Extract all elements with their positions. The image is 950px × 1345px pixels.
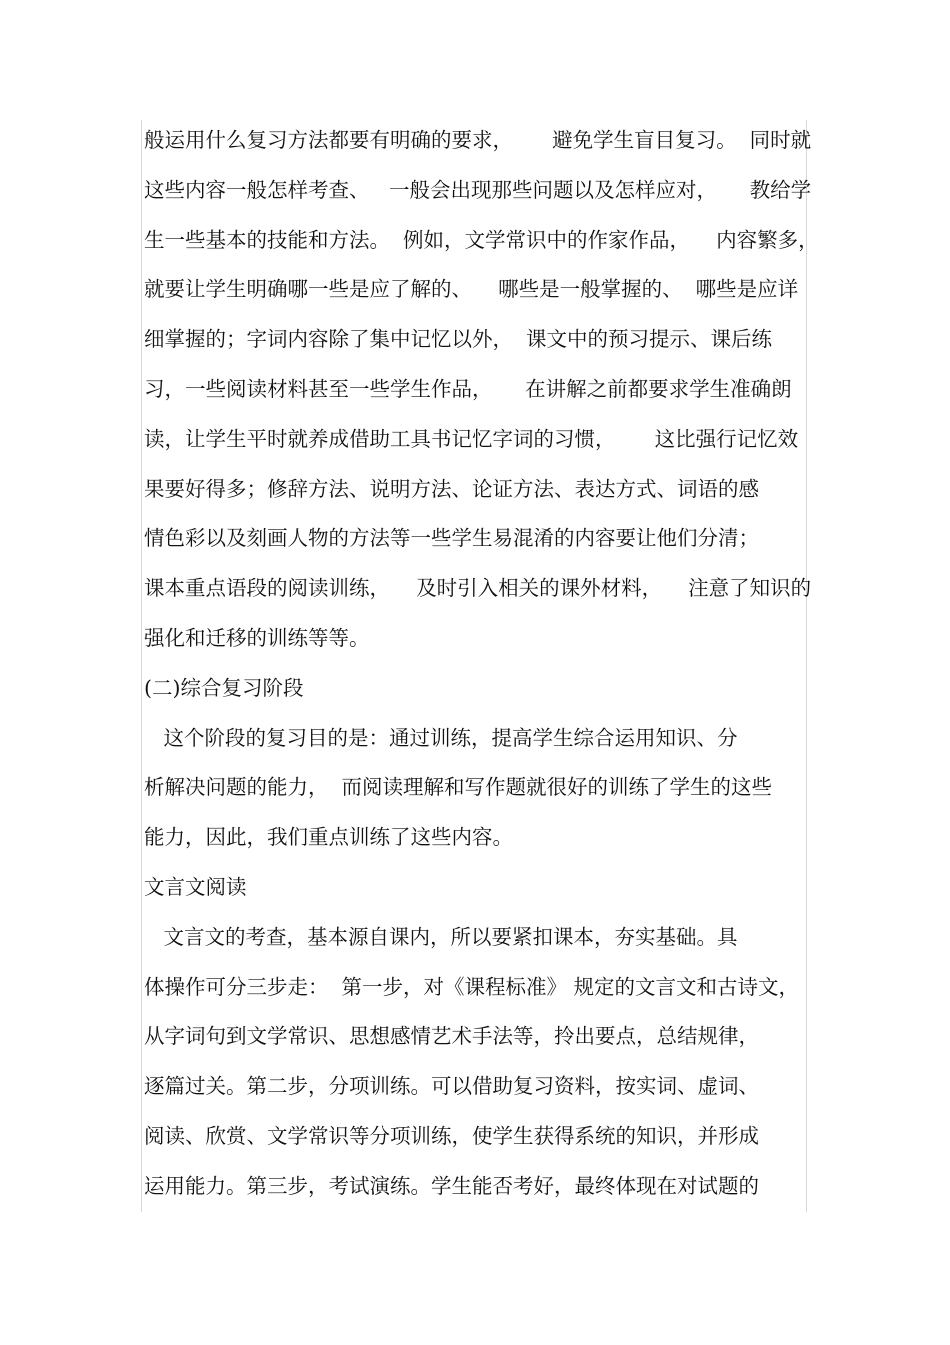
text-line: 运用能力。第三步，考试演练。学生能否考好，最终体现在对试题的: [144, 1173, 759, 1198]
text-line: 情色彩以及刻画人物的方法等一些学生易混淆的内容要让他们分清；: [144, 526, 759, 551]
text-line: 般运用什么复习方法都要有明确的要求， 避免学生盲目复习。 同时就: [144, 128, 812, 152]
page-left-border: [141, 120, 142, 1212]
text-line: 读，让学生平时就养成借助工具书记忆字词的习惯， 这比强行记忆效: [144, 426, 799, 451]
text-line: 能力，因此，我们重点训练了这些内容。: [144, 825, 513, 850]
text-line: 从字词句到文学常识、思想感情艺术手法等，拎出要点，总结规律，: [144, 1024, 759, 1049]
text-line: 阅读、欣赏、文学常识等分项训练，使学生获得系统的知识，并形成: [144, 1123, 759, 1148]
text-line: 课本重点语段的阅读训练， 及时引入相关的课外材料， 注意了知识的: [144, 576, 812, 601]
section-heading: (二)综合复习阶段: [144, 675, 304, 700]
text-line: 果要好得多；修辞方法、说明方法、论证方法、表达方式、词语的感: [144, 476, 759, 501]
body-text: [144, 116, 819, 1212]
text-line: 强化和迁移的训练等等。: [144, 625, 370, 650]
text-line: 体操作可分三步走： 第一步，对《课程标准》 规定的文言文和古诗文，: [144, 974, 800, 999]
text-line: 逐篇过关。第二步，分项训练。可以借助复习资料，按实词、虚词、: [144, 1074, 759, 1099]
subsection-heading: 文言文阅读: [144, 874, 247, 899]
text-line: 生一些基本的技能和方法。 例如，文学常识中的作家作品， 内容繁多，: [144, 227, 819, 252]
text-line: 就要让学生明确哪一些是应了解的、 哪些是一般掌握的、 哪些是应详: [144, 277, 799, 302]
text-line: 析解决问题的能力， 而阅读理解和写作题就很好的训练了学生的这些: [144, 775, 773, 800]
text-line: 习，一些阅读材料甚至一些学生作品， 在讲解之前都要求学生准确朗: [144, 376, 792, 401]
text-line: 这些内容一般怎样考查、 一般会出现那些问题以及怎样应对， 教给学: [144, 177, 812, 202]
text-line: 这个阶段的复习目的是：通过训练，提高学生综合运用知识、分: [144, 725, 738, 750]
text-line: 文言文的考查，基本源自课内，所以要紧扣课本，夯实基础。具: [144, 924, 738, 949]
text-line: 细掌握的；字词内容除了集中记忆以外， 课文中的预习提示、课后练: [144, 327, 773, 352]
